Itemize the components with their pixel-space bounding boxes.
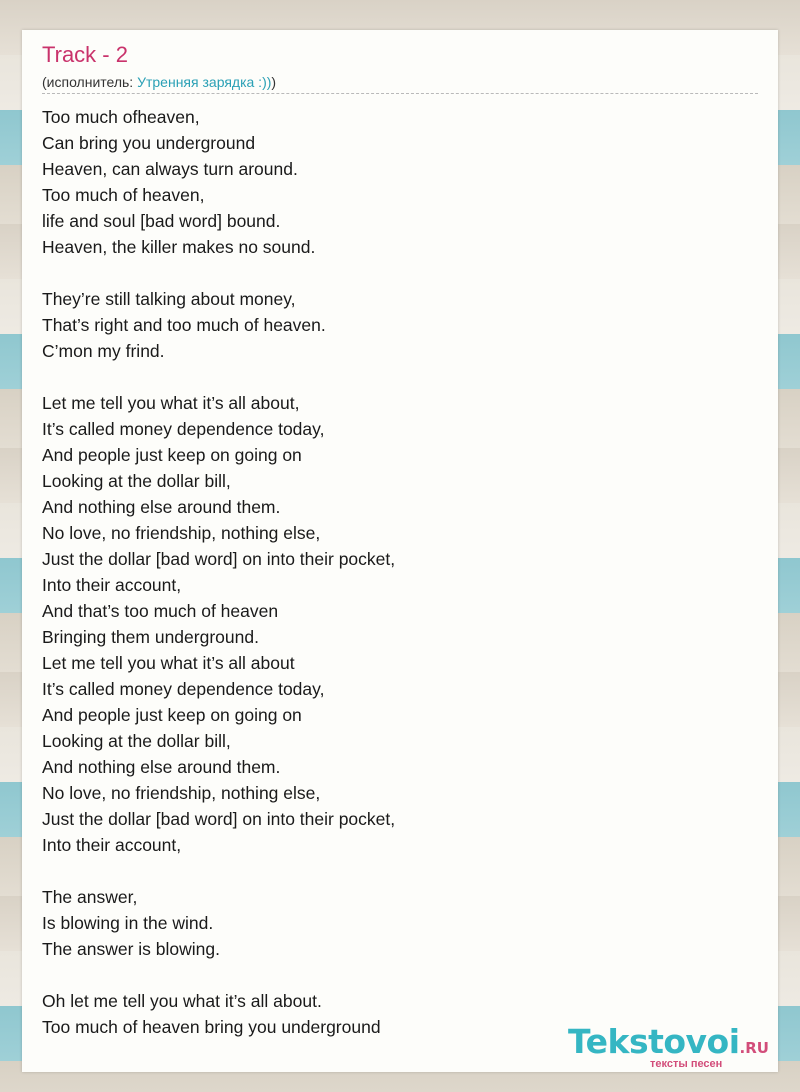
site-logo[interactable] [568,1022,778,1072]
lyric-line: And that’s too much of heaven [42,601,279,621]
lyric-line: Heaven, the killer makes no sound. [42,237,316,257]
artist-suffix: ) [271,74,277,90]
logo-main-text: Tekstovoi [568,1022,740,1061]
lyric-line: The answer is blowing. [42,939,220,959]
lyric-line: Into their account, [42,835,182,855]
lyric-line: Heaven, can always turn around. [42,159,298,179]
artist-prefix: (исполнитель: [42,74,138,90]
lyric-line: Let me tell you what it’s all about [42,653,295,673]
lyric-line: That’s right and too much of heaven. [42,315,326,335]
stanza-gap [42,260,758,286]
logo-tld: .RU [739,1039,769,1057]
logo-wordmark [568,1022,769,1061]
lyric-line: Too much of heaven, [42,185,205,205]
stanza-gap [42,364,758,390]
lyric-line: Into their account, [42,575,182,595]
divider [42,93,758,94]
lyric-line: Looking at the dollar bill, [42,471,231,491]
lyric-line: Let me tell you what it’s all about, [42,393,300,413]
lyric-line: And nothing else around them. [42,757,281,777]
stanza-gap [42,962,758,988]
lyrics-sheet [22,30,778,1072]
lyric-line: Looking at the dollar bill, [42,731,231,751]
lyric-line: And nothing else around them. [42,497,281,517]
lyric-line: And people just keep on going on [42,445,302,465]
lyrics-text [42,104,758,1040]
lyric-line: life and soul [bad word] bound. [42,211,281,231]
artist-link[interactable]: Утренняя зарядка :)) [137,74,272,90]
stanza-gap [42,858,758,884]
artist-line [42,74,276,90]
lyric-line: They’re still talking about money, [42,289,296,309]
lyric-line: It’s called money dependence today, [42,679,325,699]
lyric-line: Bringing them underground. [42,627,259,647]
lyric-line: Oh let me tell you what it’s all about. [42,991,322,1011]
lyric-line: No love, no friendship, nothing else, [42,783,321,803]
lyric-line: No love, no friendship, nothing else, [42,523,321,543]
lyric-line: Just the dollar [bad word] on into their pocket, [42,549,396,569]
song-title: Track - 2 [42,42,128,67]
logo-tagline: тексты песен [650,1058,723,1070]
lyric-line: Too much ofheaven, [42,107,200,127]
lyric-line: Just the dollar [bad word] on into their pocket, [42,809,396,829]
lyric-line: Is blowing in the wind. [42,913,214,933]
lyric-line: C’mon my frind. [42,341,165,361]
lyric-line: It’s called money dependence today, [42,419,325,439]
lyric-line: Can bring you underground [42,133,256,153]
lyric-line: And people just keep on going on [42,705,302,725]
lyric-line: Too much of heaven bring you underground [42,1017,381,1037]
lyric-line: The answer, [42,887,138,907]
